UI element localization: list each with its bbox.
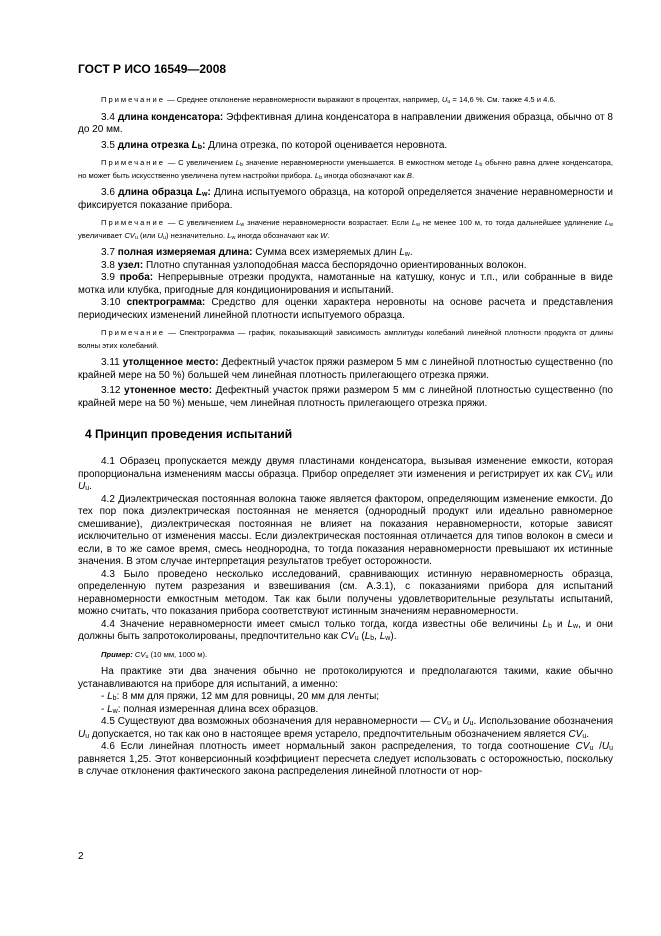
note-label: Примечание xyxy=(101,158,165,167)
document-body xyxy=(78,94,613,779)
note-sample-length: Примечание — С увеличением $L_w$ значение неравномерности возрастает. Если $L_w$ не менее 100 м, то тогда дальнейшее удлинение $L_w$ увеличивает $CV_u$ (или $U_u$) незначительно. $L_w$ иногда обозначают как W. xyxy=(78,218,613,241)
list-item: - $L_b$: 8 мм для пряжи, 12 мм для ровницы, 20 мм для ленты; xyxy=(101,691,380,702)
note-spectrogram: Примечание — Спектрограмма — график, показывающий зависимость амплитуды колебаний линейной плотности продукта от длины волны этих колебаний. xyxy=(78,328,613,350)
note-label: Примечание xyxy=(101,218,165,227)
paragraph-4-6: 4.6 Если линейная плотность имеет нормальный закон распределения, то тогда соотношение $CV_u$ $/U_u$ равняется 1,25. Этот конверсионный коэффициент пересчета следует использовать с осторожностью, поскольку в случае отклонения фактического закона распределения линейной плотности от нор- xyxy=(78,741,614,777)
section-heading: 4 Принцип проведения испытаний xyxy=(85,427,293,441)
definition-3-5: 3.5 длина отрезка $L_b$: Длина отрезка, по которой оценивается неровнота. xyxy=(101,139,448,151)
definition-3-9: 3.9 проба: Непрерывные отрезки продукта, намотанные на катушку, конус и т.п., или собранные в виде мотка или клубка, пригодные для кондиционирования и испытаний. xyxy=(78,272,613,296)
paragraph-practice: На практике эти два значения обычно не протоколируются и предполагаются такими, какие обычно устанавливаются на приборе для испытаний, а именно: xyxy=(78,666,613,690)
page-number: 2 xyxy=(78,851,84,862)
note-label: Примечание xyxy=(101,328,165,337)
paragraph-4-2: 4.2 Диэлектрическая постоянная волокна также является фактором, определяющим изменение емкости. До тех пор пока диэлектрическая постоянная не меняется (однородный продукт или идеально равномерное смешивание), диэлектрическая постоянная не влияет на показания неравномерности, которые зависят исключительно от изменения массы. Если диэлектрическая постоянная отличается для типов волокон в смеси и если, в то же самое время, смесь неоднородна, то тогда показания неравномерности превышают их истинные значения. В этом случае интерпретация результатов требует осторожности. xyxy=(78,493,613,567)
document-header: ГОСТ Р ИСО 16549—2008 xyxy=(78,62,227,76)
definition-3-4: 3.4 длина конденсатора: Эффективная длина конденсатора в направлении движения образца, обычно от 8 до 20 мм. xyxy=(78,111,613,135)
paragraph-4-5: 4.5 Существуют два возможных обозначения для неравномерности — $CV_u$ и $U_u$. Использование обозначения $U_u$ допускается, но так как оно в настоящее время устарело, предпочтительным обозначением является $CV_u$. xyxy=(78,716,613,740)
example: Пример: $CV_u$ (10 мм, 1000 м). xyxy=(101,649,208,660)
note-deviation: Примечание — Среднее отклонение неравномерности выражают в процентах, например, $U_u = 14,6$ %. См. также 4.5 и 4.6. xyxy=(101,95,556,105)
definition-3-12: 3.12 утоненное место: Дефектный участок пряжи размером 5 мм с линейной плотностью существенно (по крайней мере на 50 %) меньше, чем линейная плотность прилегающего отрезка пряжи. xyxy=(78,385,613,409)
paragraph-4-1: 4.1 Образец пропускается между двумя пластинами конденсатора, вызывая изменение емкости, которая пропорциональна изменениям массы образца. Прибор определяет эти изменения и регистрирует их как $CV_u$ или $U_u$. xyxy=(78,456,613,492)
note-cut-length: Примечание — С увеличением $L_b$ значение неравномерности уменьшается. В емкостном методе $L_b$ обычно равна длине конденсатора, но может быть искусственно увеличена путем настройки прибора. $L_b$ иногда обозначают как B. xyxy=(78,158,614,181)
paragraph-4-3: 4.3 Было проведено несколько исследований, сравнивающих истинную неравномерность образца, определенную путем разрезания и взвешивания (см. А.3.1), с показаниями прибора для испытаний неравномерности емкостным методом. Так как были получены удовлетворительные результаты испытаний, можно считать, что показания прибора соответствуют истинным значениям неравномерности. xyxy=(78,568,613,617)
definition-3-6: 3.6 длина образца $L_w$: Длина испытуемого образца, на которой определяется значение неравномерности и фиксируется показание прибора. xyxy=(78,187,613,211)
definition-3-8: 3.8 узел: Плотно спутанная узлоподобная масса беспорядочно ориентированных волокон. xyxy=(101,259,527,271)
note-label: Примечание xyxy=(101,95,165,104)
list-item: - $L_w$: полная измеренная длина всех образцов. xyxy=(101,703,319,715)
definition-3-7: 3.7 полная измеряемая длина: Сумма всех измеряемых длин $L_w$. xyxy=(101,247,413,258)
definition-3-10: 3.10 спектрограмма: Средство для оценки характера неровноты на основе расчета и представления периодических изменений линейной плотности испытуемого образца. xyxy=(78,297,613,321)
paragraph-4-4: 4.4 Значение неравномерности имеет смысл только тогда, когда известны обе величины $L_b$ и $L_w$, и они должны быть запротоколированы, предпочтительно как $CV_u$ ($L_b$, $L_w$). xyxy=(78,618,614,642)
definition-3-11: 3.11 утолщенное место: Дефектный участок пряжи размером 5 мм с линейной плотностью существенно (по крайней мере на 50 %) большей чем линейная плотность прилегающего отрезка пряжи. xyxy=(78,357,613,381)
